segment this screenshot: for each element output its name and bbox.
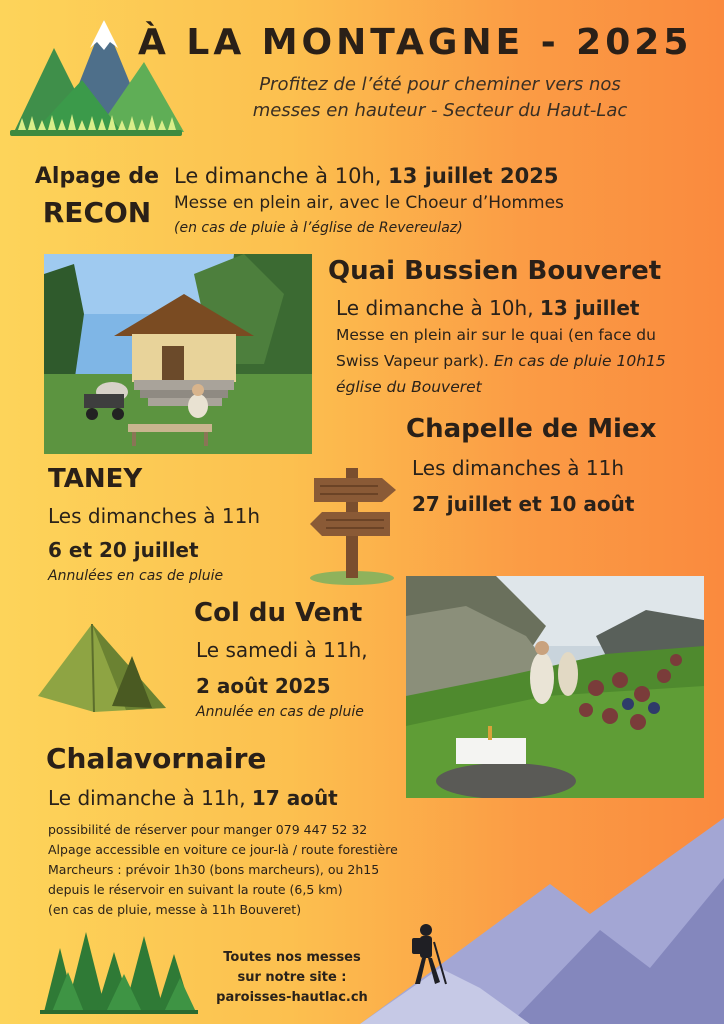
tent-icon	[34, 616, 176, 712]
recon-name-line1: Alpage de	[34, 164, 160, 189]
footer-line1: Toutes nos messes	[223, 950, 361, 965]
footer-website-link[interactable]: paroisses-hautlac.ch	[216, 990, 368, 1005]
col-du-vent-name: Col du Vent	[194, 598, 363, 628]
taney-schedule: Les dimanches à 11h	[48, 504, 261, 528]
chalavornaire-name: Chalavornaire	[46, 742, 267, 775]
bouveret-details-line2: Swiss Vapeur park). En cas de pluie 10h15	[336, 352, 666, 370]
chalavornaire-info-line: Alpage accessible en voiture ce jour-là / route forestière	[48, 842, 398, 857]
chalavornaire-info	[48, 820, 398, 920]
bouveret-details-line3: église du Bouveret	[336, 378, 482, 396]
pine-trees-icon	[40, 928, 198, 1016]
footer-line2: sur notre site :	[237, 970, 347, 985]
recon-rain-note: (en cas de pluie à l’église de Revereulaz)	[174, 220, 463, 236]
mountain-mass-photo	[406, 576, 704, 798]
col-du-vent-schedule: Le samedi à 11h,	[196, 638, 368, 662]
page-title: À LA MONTAGNE - 2025	[138, 22, 693, 63]
chalavornaire-date: Le dimanche à 11h, 17 août	[48, 786, 338, 810]
chalavornaire-info-line: (en cas de pluie, messe à 11h Bouveret)	[48, 902, 302, 917]
chapel-photo	[44, 254, 312, 454]
col-du-vent-date: 2 août 2025	[196, 674, 331, 698]
recon-date: Le dimanche à 10h, 13 juillet 2025	[174, 164, 559, 188]
recon-name-line2: RECON	[42, 196, 152, 229]
bouveret-name: Quai Bussien Bouveret	[328, 256, 662, 286]
recon-details: Messe en plein air, avec le Choeur d’Hommes	[174, 193, 564, 213]
chalavornaire-info-line: Marcheurs : prévoir 1h30 (bons marcheurs), ou 2h15	[48, 862, 380, 877]
col-du-vent-rain-note: Annulée en cas de pluie	[196, 704, 364, 720]
miex-dates: 27 juillet et 10 août	[412, 492, 635, 516]
subtitle-line1: Profitez de l’été pour cheminer vers nos	[259, 74, 621, 95]
subtitle-line2: messes en hauteur - Secteur du Haut-Lac	[252, 100, 628, 121]
miex-name: Chapelle de Miex	[406, 414, 657, 444]
signpost-icon	[304, 462, 402, 586]
mountain-hiker-icon	[360, 818, 724, 1024]
bouveret-details-line1: Messe en plein air sur le quai (en face du	[336, 326, 656, 344]
taney-name: TANEY	[48, 464, 143, 494]
taney-dates: 6 et 20 juillet	[48, 538, 199, 562]
chalavornaire-info-line: possibilité de réserver pour manger 079 447 52 32	[48, 822, 368, 837]
bouveret-date: Le dimanche à 10h, 13 juillet	[336, 296, 640, 320]
miex-schedule: Les dimanches à 11h	[412, 456, 625, 480]
chalavornaire-info-line: depuis le réservoir en suivant la route (6,5 km)	[48, 882, 343, 897]
taney-rain-note: Annulées en cas de pluie	[48, 568, 224, 584]
